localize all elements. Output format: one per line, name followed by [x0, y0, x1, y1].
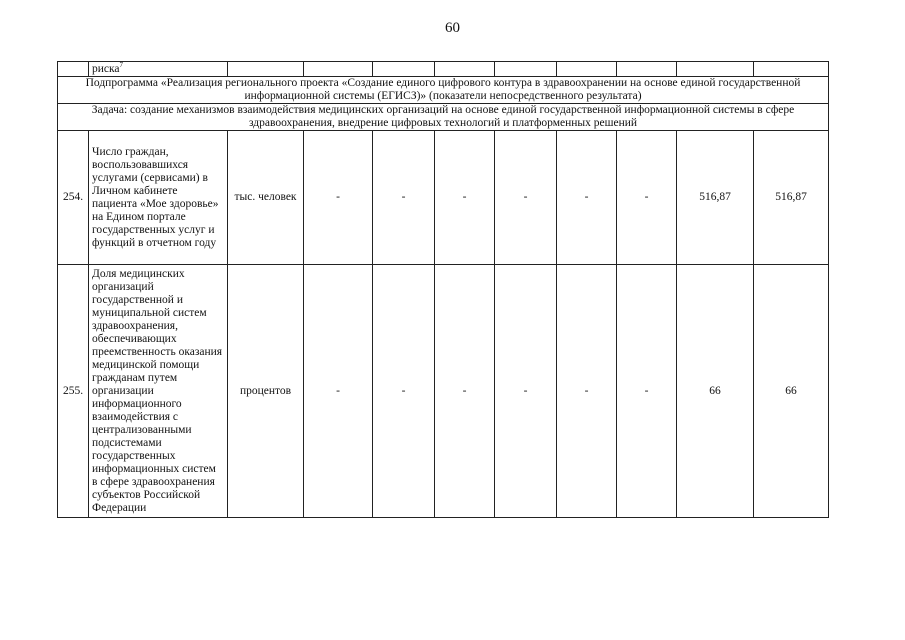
table-row — [58, 265, 829, 518]
value-cell — [617, 62, 677, 77]
value-cell — [495, 62, 557, 77]
value-cell: - — [435, 131, 495, 265]
value-cell — [754, 62, 829, 77]
value-cell — [557, 62, 617, 77]
value-cell: - — [495, 265, 557, 518]
value-cell: - — [617, 131, 677, 265]
value-cell: 66 — [754, 265, 829, 518]
value-cell: 516,87 — [677, 131, 754, 265]
value-cell: 66 — [677, 265, 754, 518]
value-cell: - — [435, 265, 495, 518]
value-cell: 516,87 — [754, 131, 829, 265]
value-cell: - — [495, 131, 557, 265]
value-cell: - — [373, 265, 435, 518]
table-row-continuation — [58, 62, 829, 77]
value-cell — [304, 62, 373, 77]
indicator-name-text: риска — [92, 62, 120, 75]
value-cell: - — [617, 265, 677, 518]
task-heading-row — [58, 104, 829, 131]
value-cell: - — [373, 131, 435, 265]
task-heading: Задача: создание механизмов взаимодействия медицинских организаций на основе единой государственной информационной системы в сфере здравоохранения, внедрение цифровых технологий и платформенных решений — [58, 104, 829, 131]
value-cell: - — [557, 265, 617, 518]
indicator-name-cell — [89, 62, 228, 77]
subprogram-heading: Подпрограмма «Реализация регионального проекта «Создание единого цифрового контура в здравоохранении на основе единой государственной информационной системы (ЕГИСЗ)» (показатели непосредственного результата) — [58, 77, 829, 104]
value-cell: - — [557, 131, 617, 265]
indicator-name: Число граждан, воспользовавшихся услугами (сервисами) в Личном кабинете пациента «Мое здоровье» на Едином портале государственных услуг и функций в отчетном году — [89, 131, 228, 265]
subprogram-heading-row — [58, 77, 829, 104]
indicators-table — [57, 61, 829, 518]
row-number-cell — [58, 62, 89, 77]
unit-of-measure: тыс. человек — [228, 131, 304, 265]
value-cell — [373, 62, 435, 77]
table-row — [58, 131, 829, 265]
page-number: 60 — [445, 20, 460, 36]
footnote-mark: 7 — [119, 61, 124, 69]
value-cell: - — [304, 131, 373, 265]
row-number: 255. — [58, 265, 89, 518]
value-cell — [677, 62, 754, 77]
unit-of-measure: процентов — [228, 265, 304, 518]
value-cell: - — [304, 265, 373, 518]
value-cell — [435, 62, 495, 77]
unit-cell — [228, 62, 304, 77]
row-number: 254. — [58, 131, 89, 265]
indicator-name: Доля медицинских организаций государственной и муниципальной систем здравоохранения, обеспечивающих преемственность оказания медицинской помощи гражданам путем организации информационного взаимодействия с централизованными подсистемами государственных информационных систем в сфере здравоохранения субъектов Российской Федерации — [89, 265, 228, 518]
